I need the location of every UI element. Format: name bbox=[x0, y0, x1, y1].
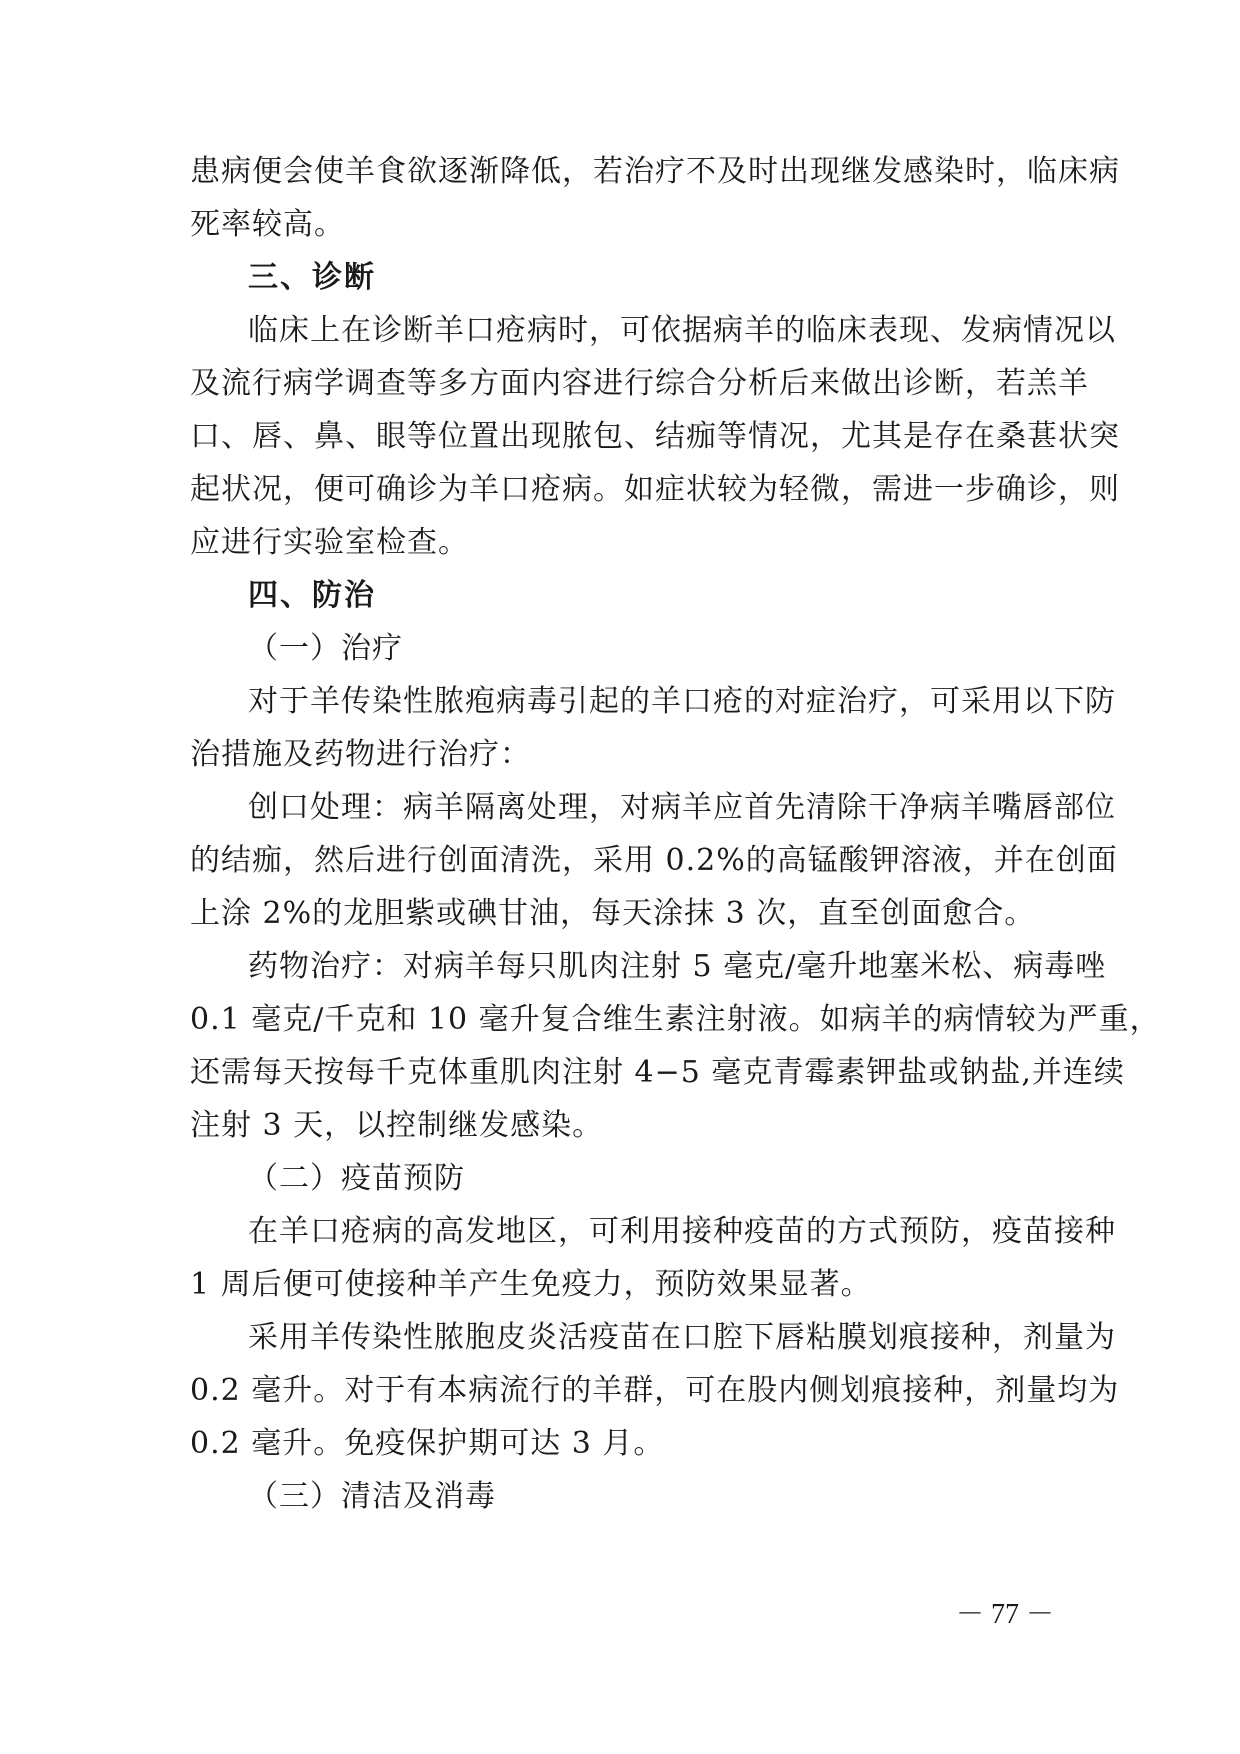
text-line: 0.2 毫升。对于有本病流行的羊群，可在股内侧划痕接种，剂量均为 bbox=[190, 1373, 1120, 1408]
text-line: 在羊口疮病的高发地区，可利用接种疫苗的方式预防，疫苗接种 bbox=[248, 1214, 1116, 1249]
text-line: 死率较高。 bbox=[190, 207, 345, 242]
section-heading-prevention: 四、防治 bbox=[248, 578, 376, 613]
text-line: 治措施及药物进行治疗： bbox=[190, 737, 531, 772]
text-line: 0.2 毫升。免疫保护期可达 3 月。 bbox=[190, 1426, 665, 1461]
subsection-heading-cleaning: （三）清洁及消毒 bbox=[248, 1479, 496, 1514]
section-heading-diagnosis: 三、诊断 bbox=[248, 260, 376, 295]
text-line: 上涂 2%的龙胆紫或碘甘油，每天涂抹 3 次，直至创面愈合。 bbox=[190, 896, 1036, 931]
text-line: 1 周后便可使接种羊产生免疫力，预防效果显著。 bbox=[190, 1267, 872, 1302]
text-line: 口、唇、鼻、眼等位置出现脓包、结痂等情况，尤其是存在桑葚状突 bbox=[190, 419, 1120, 454]
subsection-heading-vaccine: （二）疫苗预防 bbox=[248, 1161, 465, 1196]
page-number: － 77 － bbox=[955, 1599, 1054, 1630]
text-line: 还需每天按每千克体重肌肉注射 4−5 毫克青霉素钾盐或钠盐,并连续 bbox=[190, 1055, 1125, 1090]
text-line: 对于羊传染性脓疱病毒引起的羊口疮的对症治疗，可采用以下防 bbox=[248, 684, 1116, 719]
text-line: 0.1 毫克/千克和 10 毫升复合维生素注射液。如病羊的病情较为严重， bbox=[190, 1002, 1161, 1037]
subsection-heading-treatment: （一）治疗 bbox=[248, 631, 403, 666]
text-line: 患病便会使羊食欲逐渐降低，若治疗不及时出现继发感染时，临床病 bbox=[190, 154, 1120, 189]
text-line: 药物治疗：对病羊每只肌肉注射 5 毫克/毫升地塞米松、病毒唑 bbox=[248, 949, 1107, 984]
text-line: 的结痂，然后进行创面清洗，采用 0.2%的高锰酸钾溶液，并在创面 bbox=[190, 843, 1118, 878]
text-line: 起状况，便可确诊为羊口疮病。如症状较为轻微，需进一步确诊，则 bbox=[190, 472, 1120, 507]
text-line: 临床上在诊断羊口疮病时，可依据病羊的临床表现、发病情况以 bbox=[248, 313, 1116, 348]
text-line: 应进行实验室检查。 bbox=[190, 525, 469, 560]
text-line: 创口处理：病羊隔离处理，对病羊应首先清除干净病羊嘴唇部位 bbox=[248, 790, 1116, 825]
text-line: 采用羊传染性脓胞皮炎活疫苗在口腔下唇粘膜划痕接种，剂量为 bbox=[248, 1320, 1116, 1355]
text-line: 及流行病学调查等多方面内容进行综合分析后来做出诊断，若羔羊 bbox=[190, 366, 1089, 401]
text-line: 注射 3 天，以控制继发感染。 bbox=[190, 1108, 604, 1143]
